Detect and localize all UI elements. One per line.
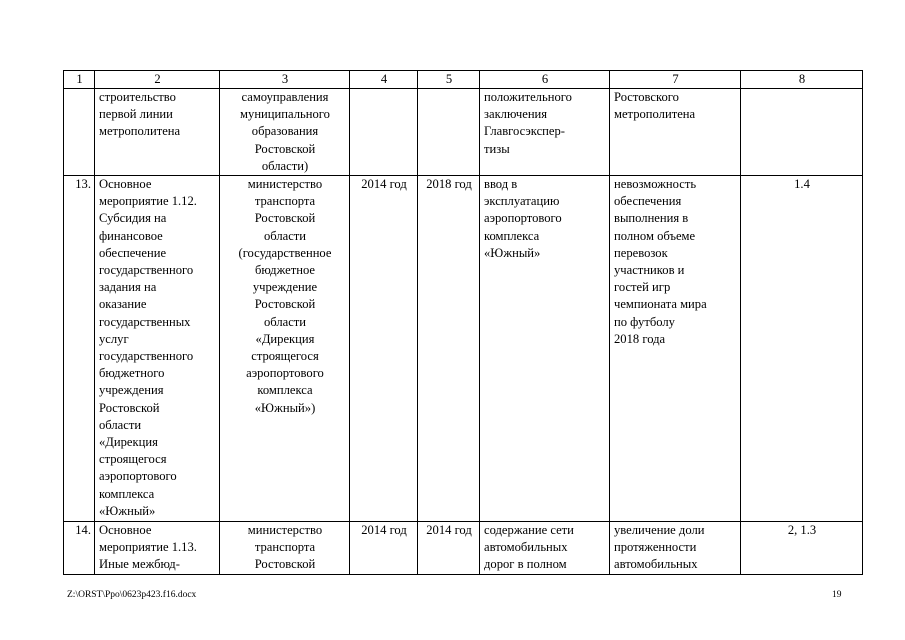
continuation-row	[64, 89, 863, 176]
column-number-row	[64, 71, 863, 89]
responsible-executor: самоуправления муниципального образования Ростовской области)	[220, 89, 350, 176]
measure-name: Основное мероприятие 1.13. Иные межбюд-	[95, 522, 220, 575]
related-indicators: 2, 1.3	[741, 522, 863, 575]
table-row	[64, 522, 863, 575]
related-indicators: 1.4	[741, 176, 863, 522]
row-number: 13.	[64, 176, 95, 522]
column-number: 2	[95, 71, 220, 89]
table-row	[64, 176, 863, 522]
expected-result: положительного заключения Главгосэкспер- тизы	[480, 89, 610, 176]
responsible-executor: министерство транспорта Ростовской	[220, 522, 350, 575]
start-date: 2014 год	[350, 522, 418, 575]
start-date: 2014 год	[350, 176, 418, 522]
column-number: 6	[480, 71, 610, 89]
column-number: 3	[220, 71, 350, 89]
measure-name: строительство первой линии метрополитена	[95, 89, 220, 176]
consequences: Ростовского метрополитена	[610, 89, 741, 176]
column-number: 5	[418, 71, 480, 89]
end-date: 2018 год	[418, 176, 480, 522]
consequences: невозможность обеспечения выполнения в полном объеме перевозок участников и гостей игр чемпионата мира по футболу 2018 года	[610, 176, 741, 522]
measure-name: Основное мероприятие 1.12. Субсидия на финансовое обеспечение государственного задания на оказание государственных услуг государственного бюджетного учреждения Ростовской области «Дирекция строящегося аэропортового комплекса «Южный»	[95, 176, 220, 522]
expected-result: ввод в эксплуатацию аэропортового комплекса «Южный»	[480, 176, 610, 522]
end-date: 2014 год	[418, 522, 480, 575]
row-number: 14.	[64, 522, 95, 575]
responsible-executor: министерство транспорта Ростовской области (государственное бюджетное учреждение Ростовской области «Дирекция строящегося аэропортового комплекса «Южный»)	[220, 176, 350, 522]
column-number: 4	[350, 71, 418, 89]
page-number: 19	[832, 590, 842, 600]
start-date	[350, 89, 418, 176]
measures-table	[63, 70, 863, 575]
column-number: 1	[64, 71, 95, 89]
column-number: 8	[741, 71, 863, 89]
column-number: 7	[610, 71, 741, 89]
expected-result: содержание сети автомобильных дорог в полном	[480, 522, 610, 575]
related-indicators	[741, 89, 863, 176]
end-date	[418, 89, 480, 176]
consequences: увеличение доли протяженности автомобильных	[610, 522, 741, 575]
row-number	[64, 89, 95, 176]
footer-file-path: Z:\ORST\Ppo\0623p423.f16.docx	[67, 590, 197, 600]
